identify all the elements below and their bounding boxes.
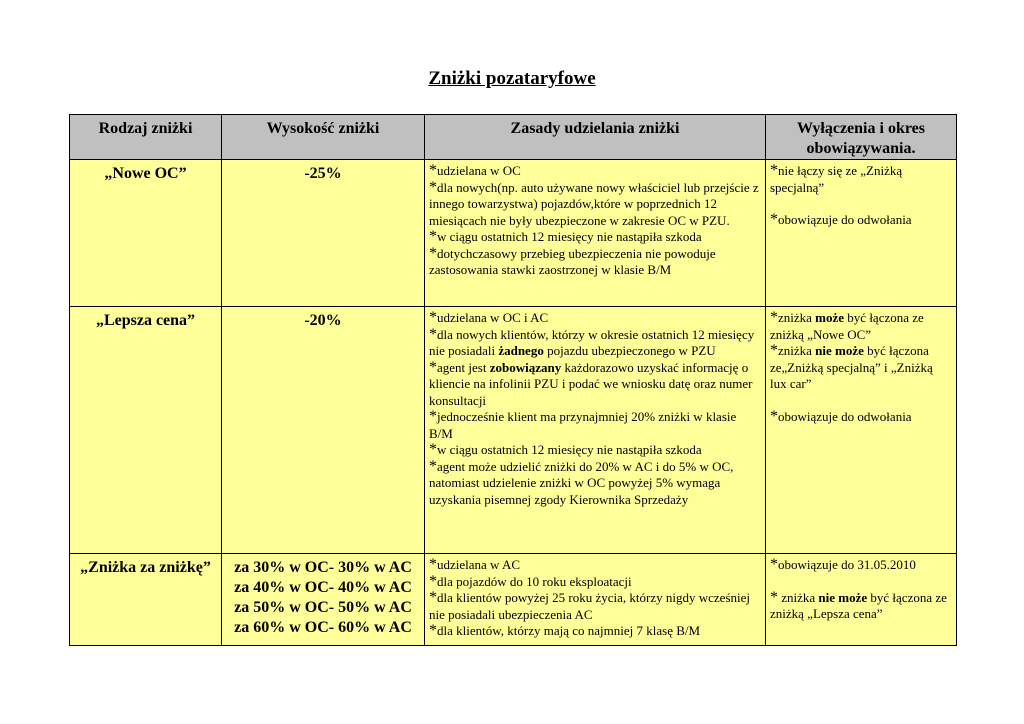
- header-exclusions: Wyłączenia i okres obowiązywania.: [766, 115, 957, 160]
- rule-item: *dotychczasowy przebieg ubezpieczenia nie powoduje zastosowania stawki zaostrzonej w klasie B/M: [429, 244, 716, 277]
- exclusion-item: *zniżka może być łączona ze zniżką „Nowe OC”: [770, 309, 924, 342]
- discount-amount-line: za 50% w OC- 50% w AC: [234, 599, 412, 616]
- rule-item: *dla klientów, którzy mają co najmniej 7 klasę B/M: [429, 622, 701, 639]
- discount-amount: [222, 160, 425, 307]
- granting-rules-cell: [425, 554, 766, 646]
- rule-item: *agent może udzielić zniżki do 20% w AC i do 5% w OC, natomiast udzielenie zniżki w OC powyżej 5% wymaga uzyskania pisemnej zgody Kierownika Sprzedaży: [429, 457, 734, 507]
- exclusion-item: [770, 196, 952, 212]
- exclusion-item: *obowiązuje do 31.05.2010: [770, 556, 916, 573]
- discount-amount-line: -25%: [304, 165, 342, 182]
- rule-item: *udzielana w AC: [429, 556, 521, 573]
- discount-table: [69, 114, 957, 646]
- granting-rules-cell: [425, 160, 766, 307]
- page-title: Zniżki pozataryfowe: [428, 68, 596, 89]
- exclusions-cell: [766, 160, 957, 307]
- rule-item: *jednocześnie klient ma przynajmniej 20% zniżki w klasie B/M: [429, 408, 737, 441]
- header-discount-type: Rodzaj zniżki: [70, 115, 222, 160]
- rule-item: *agent jest zobowiązany każdorazowo uzyskać informację o kliencie na infolinii PZU i podać we wniosku datę oraz numer konsultacji: [429, 358, 753, 408]
- rule-item: *dla pojazdów do 10 roku eksploatacji: [429, 572, 632, 590]
- table-row: [70, 554, 957, 646]
- exclusion-item: * zniżka nie może być łączona ze zniżką „Lepsza cena”: [770, 588, 947, 621]
- rule-item: *dla nowych klientów, którzy w okresie ostatnich 12 miesięcy nie posiadali żadnego pojazdu ubezpieczonego w PZU: [429, 325, 755, 358]
- rule-item: *dla nowych(np. auto używane nowy właściciel lub przejście z innego towarzystwa) pojazdów,które w poprzednich 12 miesiącach nie były ubezpieczone w zakresie OC w PZU.: [429, 178, 759, 228]
- discount-amount: [222, 554, 425, 646]
- header-discount-amount: Wysokość zniżki: [222, 115, 425, 160]
- discount-name: „Zniżka za zniżkę”: [70, 554, 222, 646]
- table-row: [70, 160, 957, 307]
- exclusion-item: *obowiązuje do odwołania: [770, 211, 912, 228]
- rule-item: *udzielana w OC i AC: [429, 309, 549, 326]
- discount-name: „Nowe OC”: [70, 160, 222, 307]
- exclusions-cell: [766, 554, 957, 646]
- discount-amount-line: za 40% w OC- 40% w AC: [234, 579, 412, 596]
- discount-name: „Lepsza cena”: [70, 307, 222, 554]
- exclusion-item: *zniżka nie może być łączona ze„Zniżką specjalną” i „Zniżką lux car”: [770, 342, 933, 391]
- rule-item: *w ciągu ostatnich 12 miesięcy nie nastąpiła szkoda: [429, 228, 702, 245]
- header-granting-rules: Zasady udzielania zniżki: [425, 115, 766, 160]
- discount-amount-line: za 60% w OC- 60% w AC: [234, 619, 412, 636]
- exclusions-cell: [766, 307, 957, 554]
- exclusion-item: [770, 574, 952, 590]
- rule-item: *udzielana w OC: [429, 162, 521, 179]
- header-row: [70, 115, 957, 160]
- granting-rules-cell: [425, 307, 766, 554]
- discount-amount-line: -20%: [304, 312, 342, 329]
- discount-amount: [222, 307, 425, 554]
- exclusion-item: [770, 393, 952, 409]
- exclusion-item: *obowiązuje do odwołania: [770, 407, 912, 425]
- discount-amount-line: za 30% w OC- 30% w AC: [234, 559, 412, 576]
- rule-item: *dla klientów powyżej 25 roku życia, którzy nigdy wcześniej nie posiadali ubezpieczenia AC: [429, 589, 750, 622]
- table-row: [70, 307, 957, 554]
- rule-item: *w ciągu ostatnich 12 miesięcy nie nastąpiła szkoda: [429, 441, 702, 458]
- exclusion-item: *nie łączy się ze „Zniżką specjalną”: [770, 162, 903, 195]
